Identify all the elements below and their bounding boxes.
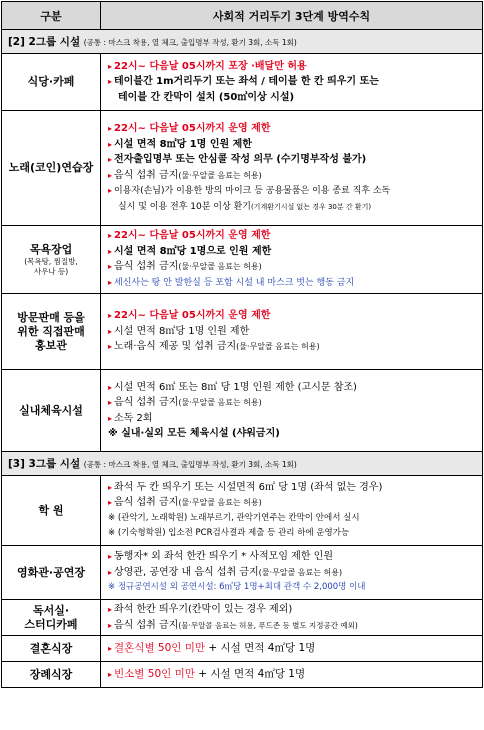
category-label: 노래(코인)연습장	[2, 111, 101, 226]
row-academy: 학 원 ▸ 좌석 두 칸 띄우기 또는 시설면적 6㎡ 당 1명 (좌석 없는 경우) ▸ 음식 섭취 금지(물·무알콜 음료는 허용) ※ (관악기, 노래학원) 노래부르기, 관악기연주는 칸막이 안에서 실시 ※ (기숙형학원) 입소전 PCR검사결과 제출 등 관리 하에 운영가능	[2, 476, 483, 546]
rule-line: 전자출입명부 또는 안심콜 작성 의무 (수기명부작성 불가)	[114, 154, 367, 165]
arrow-bullet-icon: ▸	[108, 605, 113, 614]
rule-line: 좌석 한칸 띄우기(칸막이 있는 경우 제외)	[114, 604, 293, 615]
arrow-bullet-icon: ▸	[108, 186, 113, 195]
arrow-bullet-icon: ▸	[108, 311, 113, 321]
arrow-bullet-icon: ▸	[108, 643, 113, 653]
section-title: [2] 2그룹 시설	[8, 36, 81, 48]
arrow-bullet-icon: ▸	[108, 326, 113, 336]
rule-line: 실시 및 이용 전후 10분 이상 환기	[118, 201, 251, 212]
arrow-bullet-icon: ▸	[108, 498, 113, 507]
category-label: 결혼식장	[2, 636, 101, 662]
section-title: [3] 3그룹 시설	[8, 458, 81, 470]
header-rules: 사회적 거리두기 3단계 방역수칙	[101, 2, 483, 30]
row-wedding-hall: 결혼식장 ▸ 결혼식별 50인 미만 + 시설 면적 4㎡당 1명	[2, 636, 483, 662]
arrow-bullet-icon: ▸	[108, 342, 113, 352]
row-funeral-hall: 장례식장 ▸ 빈소별 50인 미만 + 시설 면적 4㎡당 1명	[2, 662, 483, 688]
rule-line: 22시~ 다음날 05시까지 운영 제한	[114, 123, 271, 134]
rule-line: 시설 면적 8㎡당 1명으로 인원 제한	[114, 245, 272, 257]
arrow-bullet-icon: ▸	[108, 277, 113, 287]
category-label: 학 원	[2, 476, 101, 546]
category-sublabel: 사우나 등)	[33, 266, 69, 276]
arrow-bullet-icon: ▸	[108, 139, 113, 149]
rule-line: 음식 섭취 금지	[114, 619, 179, 631]
rule-line: ※ (기숙형학원) 입소전 PCR검사결과 제출 등 관리 하에 운영가능	[108, 528, 350, 538]
category-label: 위한 직접판매	[17, 324, 85, 338]
category-label: 방문판매 등을	[17, 310, 85, 324]
category-label: 목욕장업	[29, 242, 73, 256]
category-label: 스터디카페	[24, 617, 78, 631]
section-note: (공통 : 마스크 착용, 열 체크, 출입명부 작성, 환기 3회, 소독 1회)	[83, 460, 297, 469]
rule-line: 동행자* 외 좌석 한칸 띄우기 * 사적모임 제한 인원	[114, 551, 333, 563]
rule-line: 좌석 두 칸 띄우기 또는 시설면적 6㎡ 당 1명 (좌석 없는 경우)	[114, 481, 383, 493]
section-note: (공통 : 마스크 착용, 열 체크, 출입명부 작성, 환기 3회, 소독 1회)	[83, 38, 297, 47]
rule-line: ※ (관악기, 노래학원) 노래부르기, 관악기연주는 칸막이 안에서 실시	[108, 512, 360, 523]
arrow-bullet-icon: ▸	[108, 669, 113, 679]
rule-line: 노래·음식 제공 및 섭취 금지	[114, 341, 237, 353]
rule-line: 음식 섭취 금지	[114, 397, 179, 408]
arrow-bullet-icon: ▸	[108, 620, 113, 630]
section-group3	[2, 452, 483, 476]
rule-line: 음식 섭취 금지	[114, 497, 179, 508]
rule-line: 22시~ 다음날 05시까지 운영 제한	[114, 230, 271, 241]
arrow-bullet-icon: ▸	[108, 231, 113, 240]
arrow-bullet-icon: ▸	[108, 124, 113, 133]
arrow-bullet-icon: ▸	[108, 482, 113, 492]
rule-line: 테이블간 1m거리두기 또는 좌석 / 테이블 한 칸 띄우기 또는	[114, 76, 379, 88]
arrow-bullet-icon: ▸	[108, 382, 113, 392]
arrow-bullet-icon: ▸	[108, 77, 113, 87]
row-door-to-door-sales: 방문판매 등을 위한 직접판매 홍보관 ▸ 22시~ 다음날 05시까지 운영 제한 ▸ 시설 면적 8㎡당 1명 인원 제한 ▸ 노래·음식 제공 및 섭취 금지(물·무알콜 음료는 허용)	[2, 294, 483, 370]
arrow-bullet-icon: ▸	[108, 398, 113, 407]
rule-line: 빈소별 50인 미만	[114, 667, 195, 680]
section-group2	[2, 30, 483, 54]
table-header	[2, 2, 483, 30]
row-bathhouse: 목욕장업 (목욕탕, 찜질방, 사우나 등) ▸ 22시~ 다음날 05시까지 운영 제한 ▸ 시설 면적 8㎡당 1명으로 인원 제한 ▸ 음식 섭취 금지(물·무알콜 음료는 허용) ▸ 세신사는 탕 안 발한실 등 포함 시설 내 마스크 벗는 행동 금지	[2, 226, 483, 294]
arrow-bullet-icon: ▸	[108, 262, 113, 271]
rule-line: 음식 섭취 금지	[114, 261, 179, 272]
rule-line: ※ 정규공연시설 외 공연시설: 6㎡당 1명+최대 관객 수 2,000명 이내	[108, 582, 366, 593]
category-label: 장례식장	[2, 662, 101, 688]
arrow-bullet-icon: ▸	[108, 61, 113, 71]
rule-line: 음식 섭취 금지	[114, 169, 179, 181]
rule-line: 세신사는 탕 안 발한실 등 포함 시설 내 마스크 벗는 행동 금지	[114, 277, 355, 288]
arrow-bullet-icon: ▸	[108, 567, 113, 577]
category-label: 식당·카페	[2, 54, 101, 111]
category-label: 실내체육시설	[2, 370, 101, 452]
arrow-bullet-icon: ▸	[108, 413, 113, 423]
arrow-bullet-icon: ▸	[108, 246, 113, 256]
rule-line: 22시~ 다음날 05시까지 운영 제한	[114, 310, 271, 322]
rule-line: 테이블 간 칸막이 설치 (50㎡이상 시설)	[118, 91, 295, 103]
rule-line: 이용자(손님)가 이용한 방의 마이크 등 공용물품은 이용 종료 직후 소독	[114, 186, 391, 196]
rule-line: 시설 면적 8㎡당 1명 인원 제한	[114, 138, 252, 150]
row-cinema-theater: 영화관·공연장 ▸ 동행자* 외 좌석 한칸 띄우기 * 사적모임 제한 인원 ▸ 상영관, 공연장 내 음식 섭취 금지(물·무알콜 음료는 허용) ※ 정규공연시설 외 공연시설: 6㎡당 1명+최대 관객 수 2,000명 이내	[2, 546, 483, 600]
category-label: 홍보관	[35, 338, 67, 352]
row-restaurant	[2, 54, 483, 111]
arrow-bullet-icon: ▸	[108, 170, 113, 180]
header-category: 구분	[2, 2, 101, 30]
rule-line: 22시~ 다음날 05시까지 포장 ·배달만 허용	[114, 60, 307, 72]
row-study-cafe: 독서실· 스터디카페 ▸ 좌석 한칸 띄우기(칸막이 있는 경우 제외) ▸ 음식 섭취 금지(물·무알콜 음료는 허용, 푸드존 등 별도 지정공간 예외)	[2, 600, 483, 636]
arrow-bullet-icon: ▸	[108, 552, 113, 562]
rule-line: 상영관, 공연장 내 음식 섭취 금지	[114, 566, 259, 578]
row-indoor-sports: 실내체육시설 ▸ 시설 면적 6㎡ 또는 8㎡ 당 1명 인원 제한 (고시문 참조) ▸ 음식 섭취 금지(물·무알콜 음료는 허용) ▸ 소독 2회 ※ 실내·실외 모든 체육시설 (샤워금지)	[2, 370, 483, 452]
category-label: 독서실·	[32, 603, 70, 617]
arrow-bullet-icon: ▸	[108, 155, 113, 164]
category-label: 영화관·공연장	[2, 546, 101, 600]
quarantine-rules-table	[1, 1, 483, 688]
rule-line: 시설 면적 6㎡ 또는 8㎡ 당 1명 인원 제한 (고시문 참조)	[114, 381, 357, 393]
rule-line: 소독 2회	[114, 412, 153, 424]
category-sublabel: (목욕탕, 찜질방,	[24, 256, 78, 266]
rule-line: 결혼식별 50인 미만	[114, 641, 206, 654]
rule-line: 시설 면적 8㎡당 1명 인원 제한	[114, 325, 250, 337]
row-karaoke: 노래(코인)연습장 ▸ 22시~ 다음날 05시까지 운영 제한 ▸ 시설 면적 8㎡당 1명 인원 제한 ▸ 전자출입명부 또는 안심콜 작성 의무 (수기명부작성 불가) ▸ 음식 섭취 금지(물·무알콜 음료는 허용) ▸ 이용자(손님)가 이용한 방의 마이크 등 공용물품은 이용 종료 직후 소독 실시 및 이용 전후 10분 이상 환기(기계환기시설 없는 경우 30분 간 환기)	[2, 111, 483, 226]
rule-line: ※ 실내·실외 모든 체육시설 (샤워금지)	[108, 428, 280, 439]
